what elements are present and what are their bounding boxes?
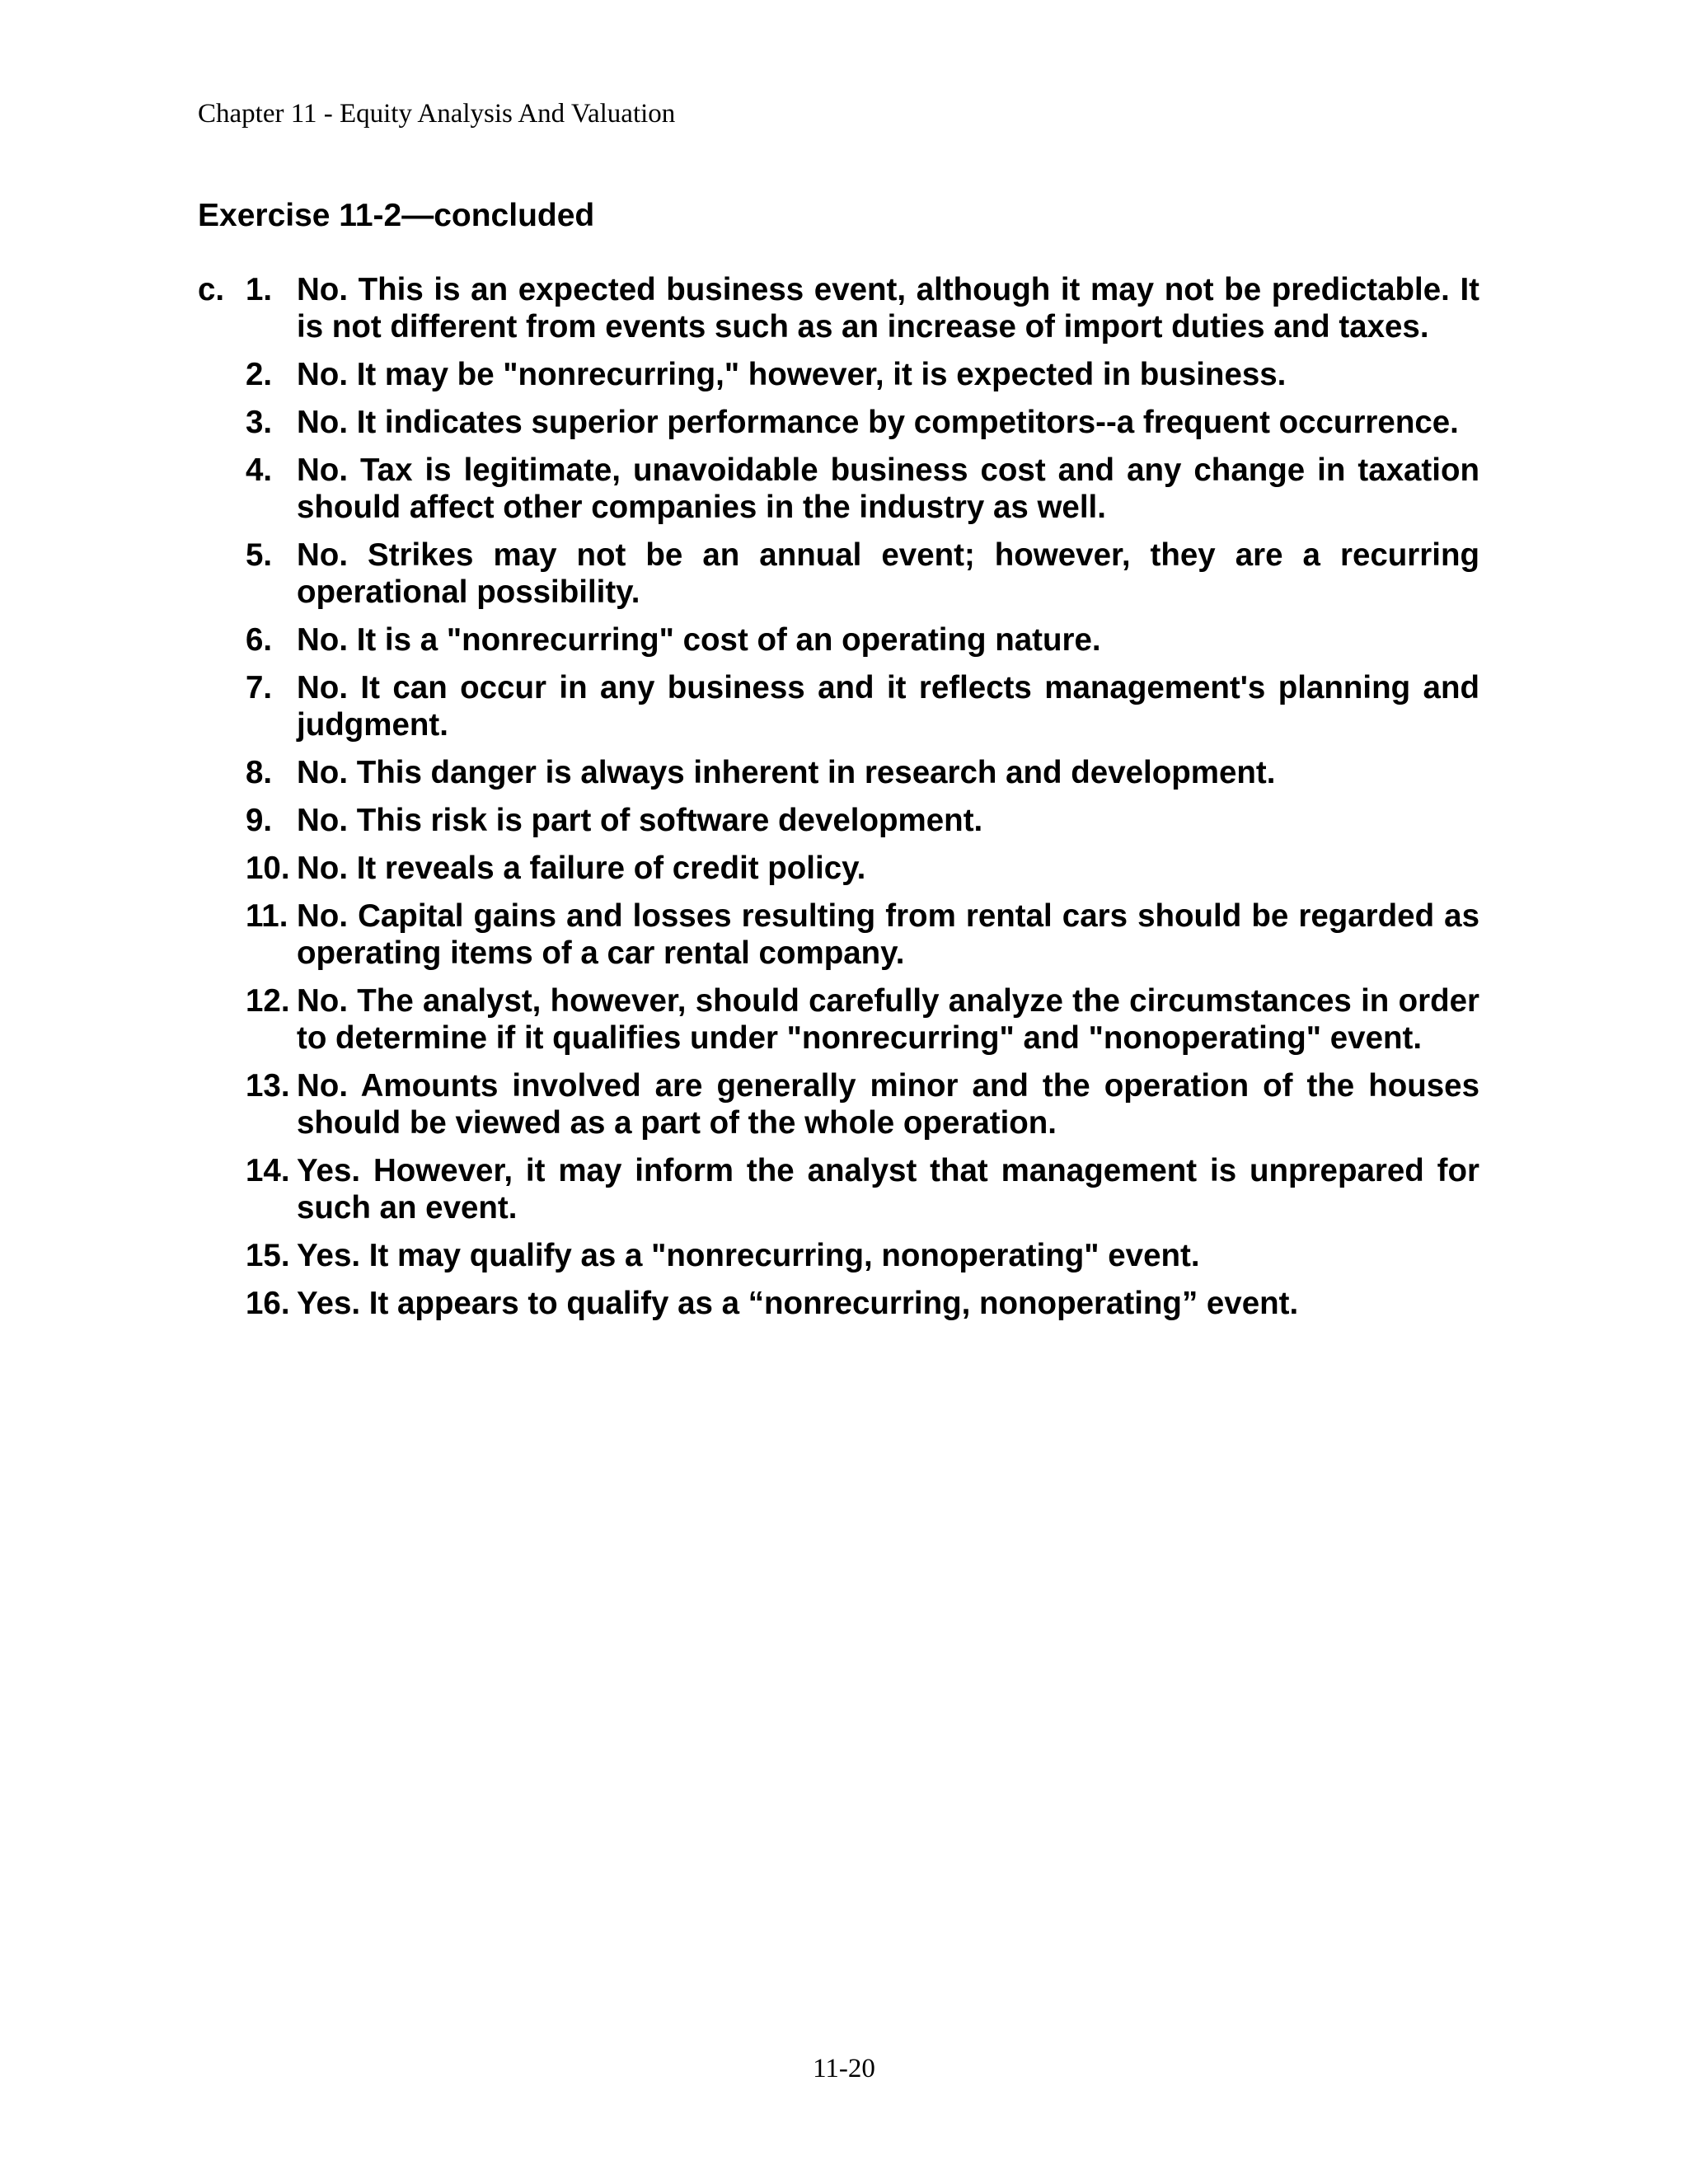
- item-number: 1.: [246, 272, 273, 307]
- item-text: No. It may be "nonrecurring," however, it is expected in business.: [297, 357, 1287, 392]
- item-number: 14.: [246, 1153, 290, 1188]
- item-number: 11.: [246, 898, 288, 934]
- answer-item-8: [246, 754, 1479, 791]
- answer-item-11: [246, 898, 1479, 972]
- answer-item-3: [246, 404, 1479, 441]
- answer-item-15: [246, 1237, 1479, 1274]
- item-text: No. It reveals a failure of credit policy.: [297, 851, 866, 886]
- item-text: No. The analyst, however, should carefully analyze the circumstances in order to determine if it qualifies under "nonrecurring" and "nonoperating" event.: [297, 983, 1479, 1056]
- item-number: 4.: [246, 452, 273, 488]
- item-number: 9.: [246, 803, 273, 838]
- item-text: No. It indicates superior performance by competitors--a frequent occurrence.: [297, 405, 1459, 440]
- item-number: 6.: [246, 622, 273, 658]
- item-number: 16.: [246, 1286, 290, 1321]
- item-number: 7.: [246, 670, 273, 705]
- answer-item-1: [246, 271, 1479, 345]
- item-text: No. This is an expected business event, although it may not be predictable. It is not different from events such as an increase of import duties and taxes.: [297, 272, 1479, 344]
- page-number: 11-20: [813, 2054, 875, 2083]
- answer-item-12: [246, 982, 1479, 1057]
- answer-item-14: [246, 1152, 1479, 1226]
- item-number: 13.: [246, 1068, 290, 1104]
- answer-item-10: [246, 850, 1479, 887]
- item-text: No. This risk is part of software development.: [297, 803, 983, 838]
- answer-list: [246, 271, 1479, 1333]
- item-number: 10.: [246, 851, 290, 886]
- item-text: No. This danger is always inherent in research and development.: [297, 755, 1276, 790]
- item-text: No. It can occur in any business and it reflects management's planning and judgment.: [297, 670, 1479, 743]
- running-header: Chapter 11 - Equity Analysis And Valuation: [198, 99, 676, 129]
- item-number: 12.: [246, 983, 290, 1019]
- answer-item-7: [246, 669, 1479, 743]
- answer-item-13: [246, 1067, 1479, 1141]
- item-number: 15.: [246, 1238, 290, 1273]
- item-number: 8.: [246, 755, 273, 790]
- item-text: Yes. However, it may inform the analyst that management is unprepared for such an event.: [297, 1153, 1479, 1226]
- item-text: No. Tax is legitimate, unavoidable business cost and any change in taxation should affect other companies in the industry as well.: [297, 452, 1479, 525]
- item-number: 3.: [246, 405, 273, 440]
- item-text: No. Amounts involved are generally minor and the operation of the houses should be viewed as a part of the whole operation.: [297, 1068, 1479, 1141]
- answer-item-2: [246, 356, 1479, 393]
- section-title: Exercise 11-2—concluded: [198, 198, 595, 233]
- answer-item-16: [246, 1285, 1479, 1322]
- answer-item-9: [246, 802, 1479, 839]
- item-text: No. It is a "nonrecurring" cost of an operating nature.: [297, 622, 1101, 658]
- item-number: 2.: [246, 357, 273, 392]
- item-text: Yes. It may qualify as a "nonrecurring, nonoperating" event.: [297, 1238, 1200, 1273]
- answer-item-6: [246, 621, 1479, 658]
- answer-item-4: [246, 452, 1479, 526]
- item-number: 5.: [246, 537, 273, 573]
- answer-item-5: [246, 537, 1479, 611]
- part-label: c.: [198, 272, 225, 307]
- item-text: Yes. It appears to qualify as a “nonrecurring, nonoperating” event.: [297, 1286, 1299, 1321]
- item-text: No. Strikes may not be an annual event; however, they are a recurring operational possibility.: [297, 537, 1479, 610]
- item-text: No. Capital gains and losses resulting from rental cars should be regarded as operating items of a car rental company.: [297, 898, 1479, 971]
